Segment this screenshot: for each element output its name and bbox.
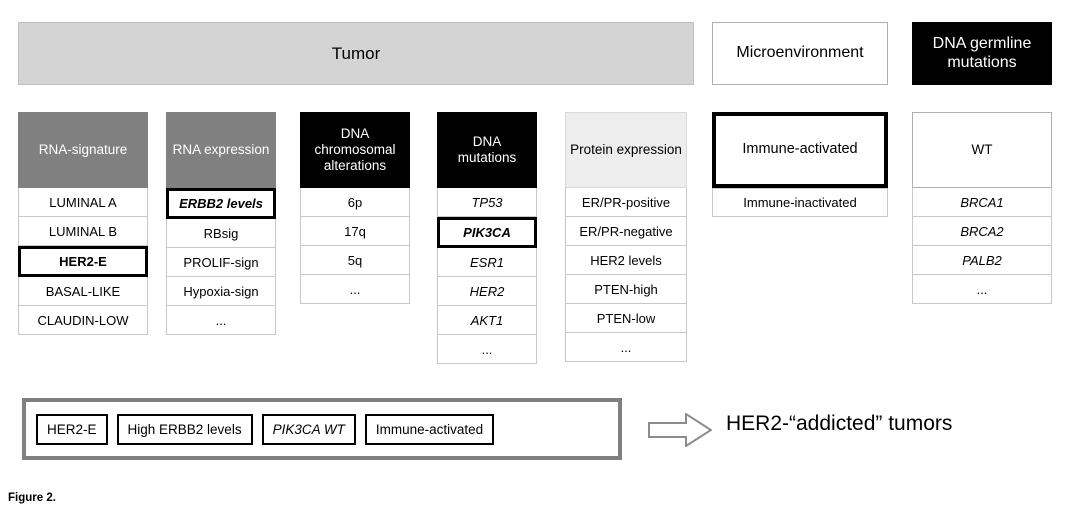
germline-banner-label: DNA germline mutations [932,35,1032,71]
summary-chip-label: Immune-activated [375,421,484,437]
list-item-label: TP53 [471,194,503,210]
list-item [300,246,410,275]
column-header-germline [912,112,1052,188]
conclusion-label: HER2-“addicted” tumors [726,412,953,435]
list-item-label: ER/PR-positive [581,194,671,210]
list-item-label: 5q [347,252,363,268]
list-item [912,275,1052,304]
list-item [565,217,687,246]
list-item [300,217,410,246]
column-rna-expression [166,112,276,335]
list-item-highlighted [437,217,537,248]
column-dna-mutations [437,112,537,364]
column-header-dna-chromosomal-alterations [300,112,410,188]
column-header-label: Protein expression [570,141,682,157]
list-item-label: ... [481,341,493,357]
list-item [18,277,148,306]
list-item [300,275,410,304]
list-item-label: PTEN-low [596,310,656,326]
list-item [166,248,276,277]
list-item-label: AKT1 [470,312,504,328]
list-item-label: RBsig [203,225,239,241]
list-item [437,335,537,364]
column-header-rna-signature [18,112,148,188]
column-header-label: Immune-activated [742,141,858,158]
list-item [18,217,148,246]
column-header-protein-expression [565,112,687,188]
column-dna-chromosomal-alterations [300,112,410,304]
list-item [300,188,410,217]
list-item-label: LUMINAL A [49,194,117,210]
column-header-rna-expression [166,112,276,188]
list-item-label: 17q [344,223,366,239]
summary-chip-immune-activated [365,414,494,445]
column-header-label: RNA-signature [38,141,128,157]
list-item-label: PTEN-high [594,281,658,297]
list-item [912,188,1052,217]
summary-chip-label: High ERBB2 levels [127,421,242,437]
list-item-label: HER2-E [59,254,107,269]
list-item-label: Hypoxia-sign [183,283,259,299]
list-item [18,306,148,335]
germline-banner [912,22,1052,85]
list-item-label: PALB2 [962,252,1002,268]
list-item-label: BASAL-LIKE [45,283,121,299]
summary-chip-pik3ca-wt [262,414,356,445]
list-item-label: ... [620,339,632,355]
list-item [565,304,687,333]
list-item [166,219,276,248]
list-item [437,306,537,335]
list-item-label: BRCA2 [960,223,1004,239]
column-header-label: WT [971,141,993,157]
column-header-label: DNA chromosomal alterations [314,125,396,174]
list-item-label: BRCA1 [960,194,1004,210]
summary-chip-erbb2-levels [117,414,253,445]
summary-chip-her2e [36,414,108,445]
list-item [712,188,888,217]
list-item-highlighted [166,188,276,219]
column-germline-mutations [912,112,1052,304]
column-protein-expression [565,112,687,362]
summary-chip-label: PIK3CA WT [272,421,345,437]
list-item-label: PIK3CA [463,225,511,240]
tumor-banner [18,22,694,85]
list-item [166,277,276,306]
list-item [437,277,537,306]
microenvironment-banner-label: Microenvironment [736,44,864,62]
column-rna-signature [18,112,148,335]
figure-caption-label: Figure 2. [8,492,56,504]
right-arrow-icon [648,413,712,447]
list-item-label: ... [215,312,227,328]
list-item [437,248,537,277]
summary-box [22,398,622,460]
list-item [912,217,1052,246]
list-item-label: ... [349,281,361,297]
column-microenvironment [712,112,888,217]
list-item-label: HER2 levels [590,252,662,268]
list-item-label: ER/PR-negative [579,223,673,239]
list-item [437,188,537,217]
list-item-label: 6p [347,194,363,210]
list-item [565,275,687,304]
column-header-label: DNA mutations [457,133,517,165]
list-item [912,246,1052,275]
list-item-highlighted [18,246,148,277]
list-item-label: ... [976,281,988,297]
column-header-microenvironment-highlighted [712,112,888,188]
list-item [565,333,687,362]
list-item-label: LUMINAL B [48,223,118,239]
column-header-label: RNA expression [172,141,270,157]
list-item-label: PROLIF-sign [183,254,259,270]
list-item [166,306,276,335]
conclusion-text [726,412,952,436]
list-item [565,188,687,217]
column-header-dna-mutations [437,112,537,188]
list-item [565,246,687,275]
tumor-banner-label: Tumor [331,43,381,63]
list-item-label: HER2 [469,283,505,299]
list-item-label: ESR1 [470,254,504,270]
list-item-label: ERBB2 levels [179,196,263,211]
list-item-label: CLAUDIN-LOW [37,312,129,328]
summary-chip-label: HER2-E [47,421,97,437]
list-item-label: Immune-inactivated [743,195,857,210]
microenvironment-banner [712,22,888,85]
list-item [18,188,148,217]
figure-caption [8,492,56,504]
